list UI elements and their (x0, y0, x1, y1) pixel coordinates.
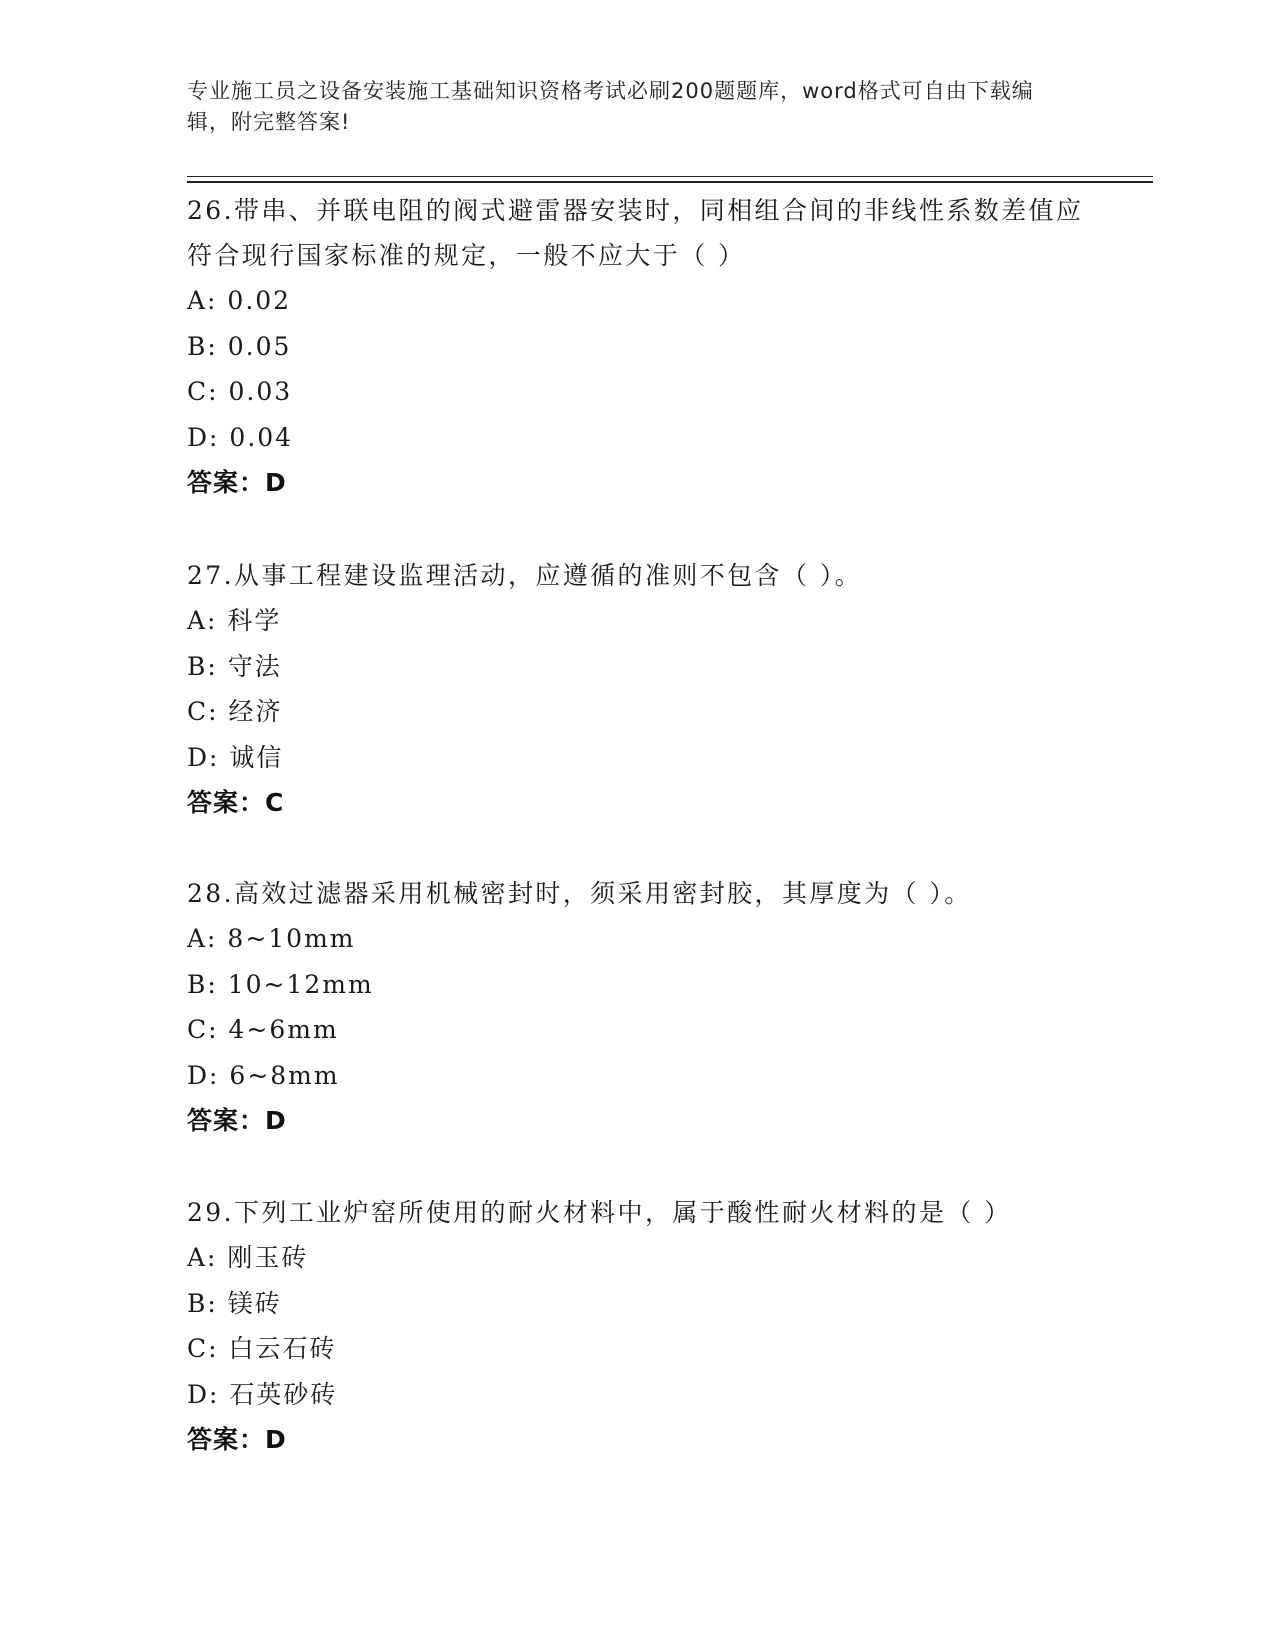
question-stem: 26.带串、并联电阻的阀式避雷器安装时，同相组合间的非线性系数差值应符合现行国家标准的规定，一般不应大于（ ） (187, 196, 1084, 270)
option-c: C: 经济 (187, 697, 283, 726)
question-27 (187, 553, 1087, 825)
option-c: C: 0.03 (187, 377, 293, 406)
answer-label: 答案：C (187, 788, 285, 817)
option-c: C: 白云石砖 (187, 1334, 337, 1363)
option-b: B: 0.05 (187, 331, 292, 361)
question-26 (187, 188, 1087, 505)
question-stem: 28.高效过滤器采用机械密封时，须采用密封胶，其厚度为（ ）。 (187, 879, 972, 908)
option-d: D: 诚信 (187, 742, 284, 772)
option-b: B: 镁砖 (187, 1288, 282, 1318)
question-stem: 27.从事工程建设监理活动，应遵循的准则不包含（ ）。 (187, 561, 863, 590)
header-divider-thick (187, 181, 1153, 183)
option-a: A: 科学 (187, 606, 282, 635)
option-d: D: 0.04 (187, 422, 294, 452)
question-stem: 29.下列工业炉窑所使用的耐火材料中，属于酸性耐火材料的是（ ） (187, 1198, 1012, 1227)
document-header: 专业施工员之设备安装施工基础知识资格考试必刷200题题库，word格式可自由下载编辑，附完整答案! (187, 79, 1034, 134)
option-b: B: 10~12mm (187, 969, 374, 999)
option-b: B: 守法 (187, 651, 282, 681)
option-d: D: 6~8mm (187, 1060, 340, 1090)
option-a: A: 0.02 (187, 286, 292, 315)
answer-label: 答案：D (187, 1106, 287, 1135)
option-a: A: 刚玉砖 (187, 1243, 309, 1272)
question-29 (187, 1190, 1087, 1462)
header-divider-thin (187, 176, 1153, 177)
answer-label: 答案：D (187, 1425, 287, 1454)
option-c: C: 4~6mm (187, 1015, 339, 1044)
answer-label: 答案：D (187, 468, 287, 497)
question-28 (187, 871, 1087, 1143)
option-d: D: 石英砂砖 (187, 1379, 338, 1409)
option-a: A: 8~10mm (187, 924, 356, 953)
